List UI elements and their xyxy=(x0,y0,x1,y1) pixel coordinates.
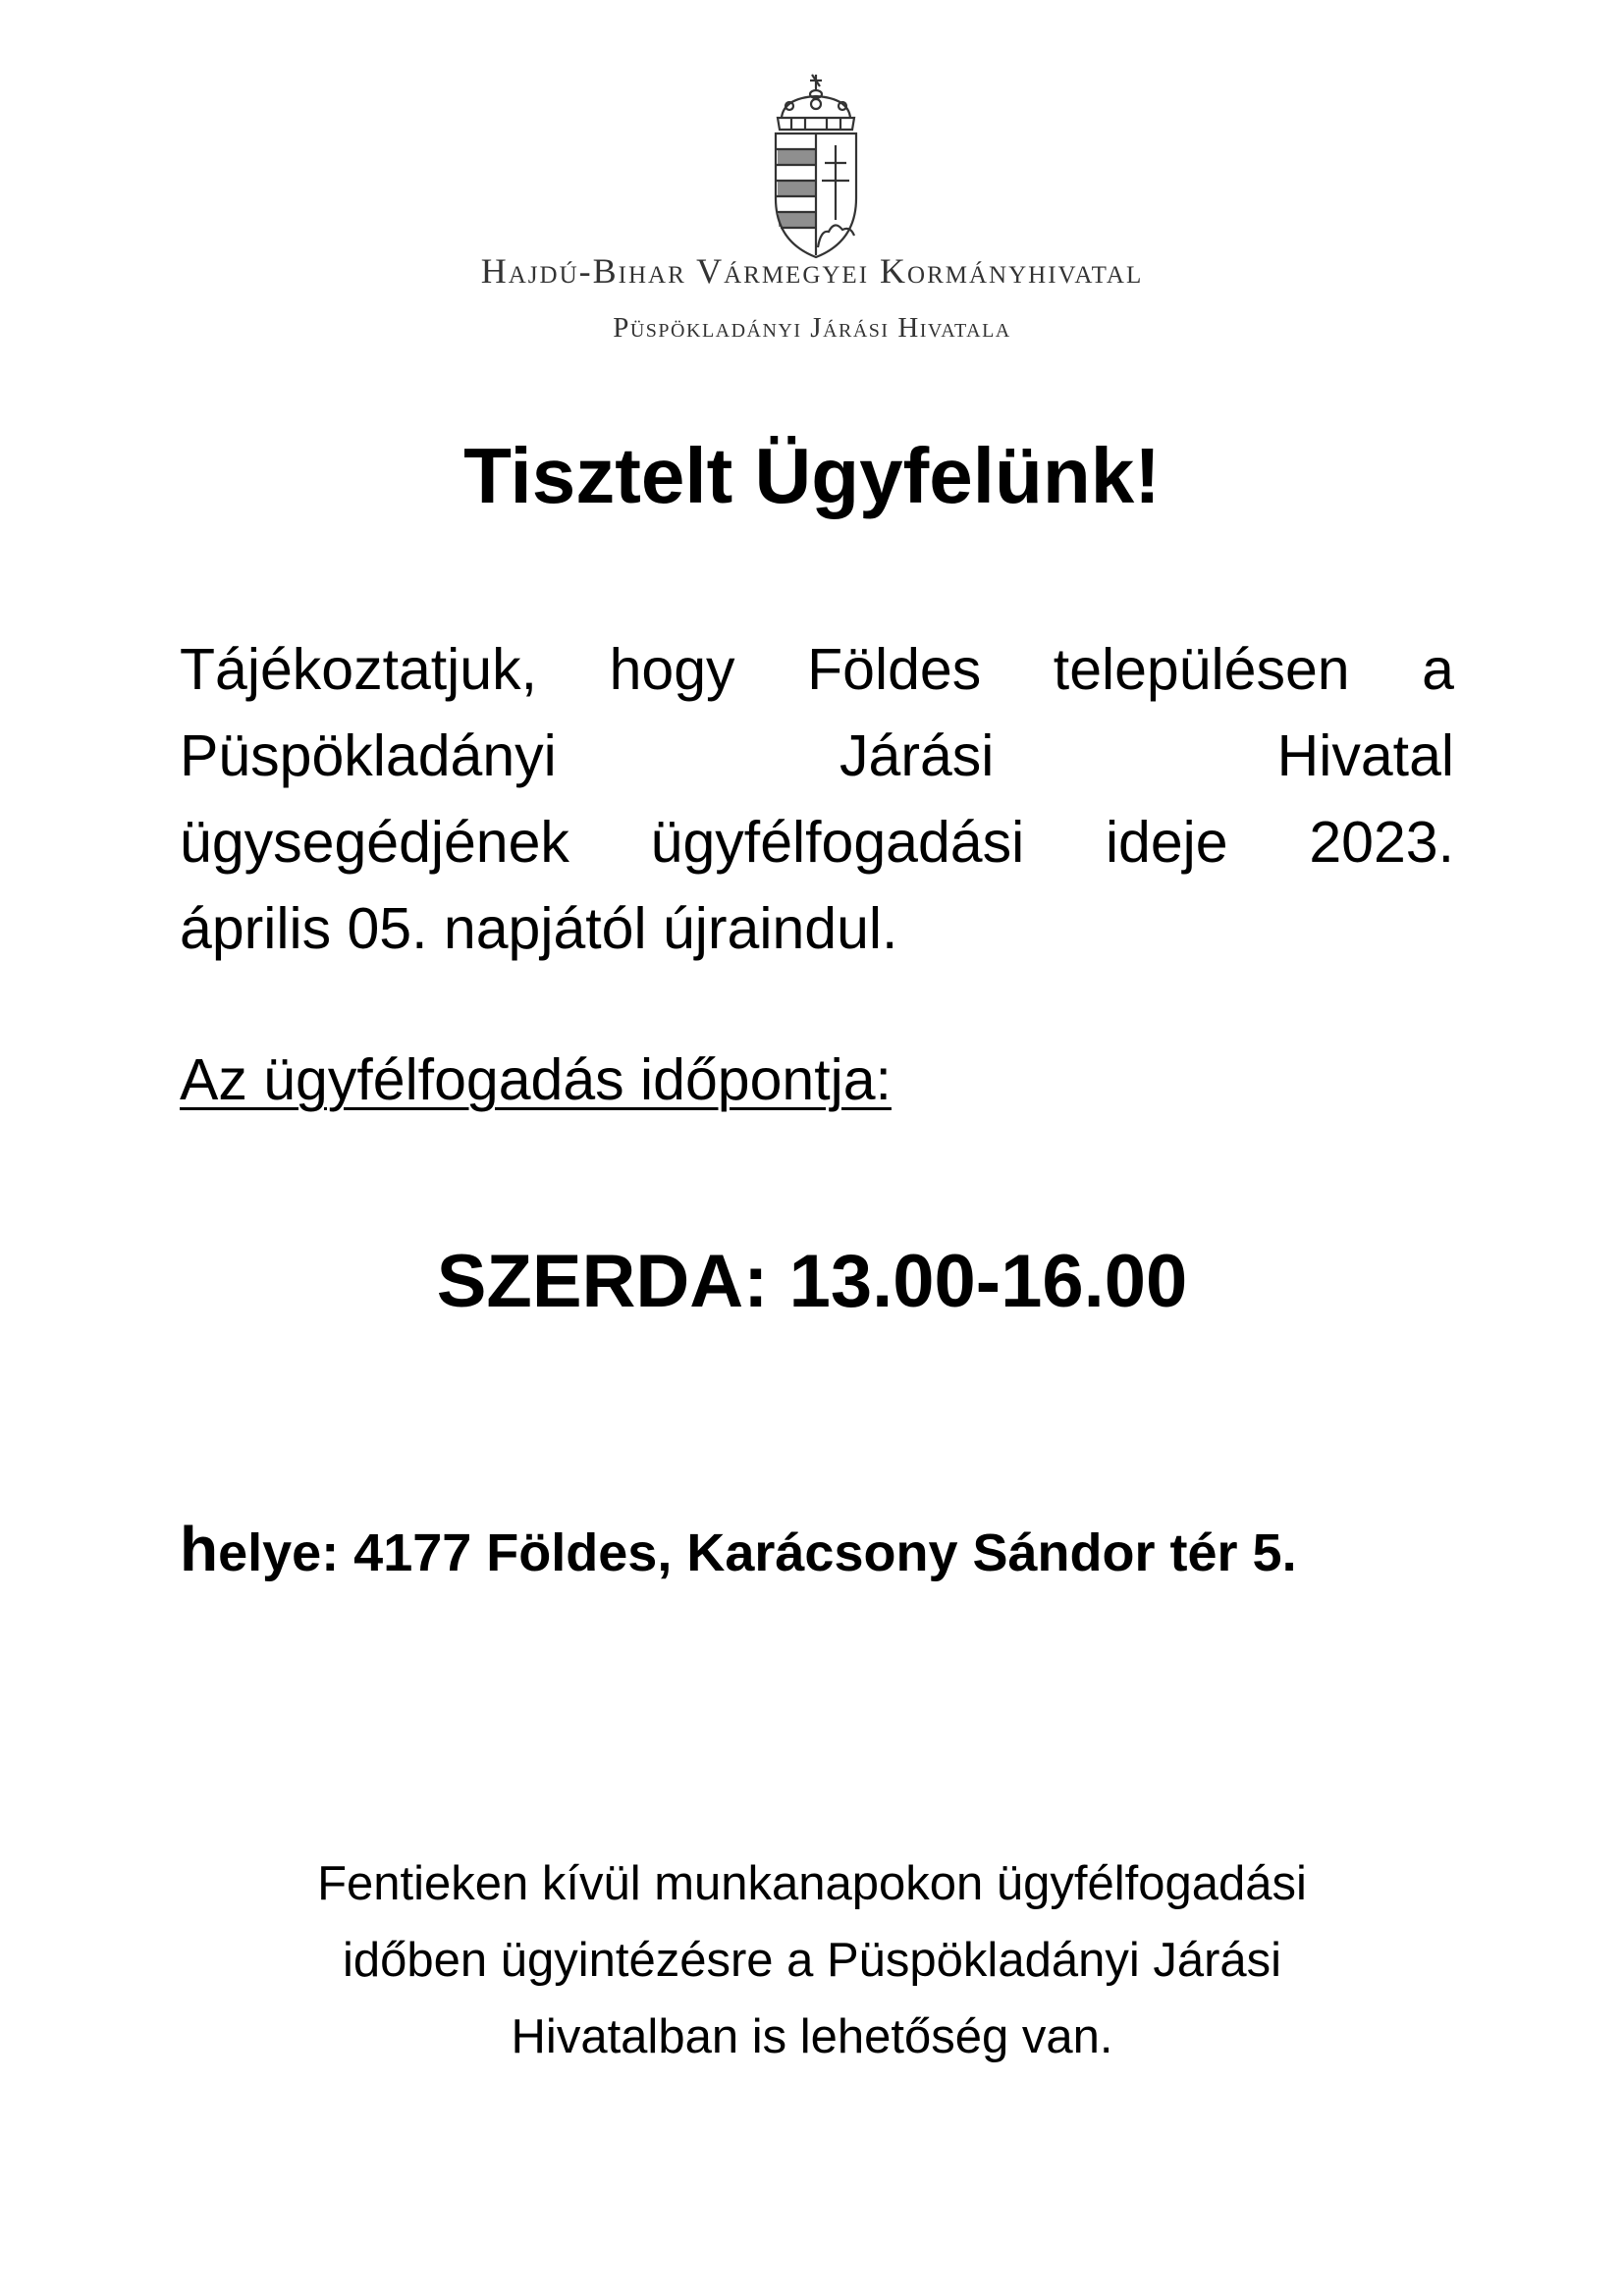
announcement-paragraph xyxy=(180,626,1454,972)
agency-name: Hajdú-Bihar Vármegyei Kormányhivatal xyxy=(480,251,1144,291)
reception-time-heading: Az ügyfélfogadás időpontja: xyxy=(180,1047,892,1112)
reception-schedule: SZERDA: 13.00-16.00 xyxy=(436,1240,1188,1323)
greeting-heading: Tisztelt Ügyfelünk! xyxy=(463,432,1161,519)
reception-location xyxy=(180,1512,1297,1587)
footer-note xyxy=(0,1845,1624,2075)
office-name: Püspökladányi Járási Hivatala xyxy=(613,312,1011,344)
hungarian-coat-of-arms-icon xyxy=(770,73,862,259)
paragraph-line: ügysegédjének ügyfélfogadási ideje 2023. xyxy=(180,810,1454,875)
footer-line: Fentieken kívül munkanapokon ügyfélfogadási xyxy=(317,1857,1307,1910)
footer-line: Hivatalban is lehetőség van. xyxy=(511,2010,1113,2063)
location-initial: h xyxy=(180,1514,219,1584)
footer-line: időben ügyintézésre a Püspökladányi Járási xyxy=(342,1934,1282,1987)
location-text: elye: 4177 Földes, Karácsony Sándor tér 5. xyxy=(218,1523,1297,1582)
paragraph-line: április 05. napjától újraindul. xyxy=(180,896,898,961)
paragraph-line: Tájékoztatjuk, hogy Földes településen a xyxy=(180,637,1454,702)
paragraph-line: Püspökladányi Járási Hivatal xyxy=(180,723,1454,788)
